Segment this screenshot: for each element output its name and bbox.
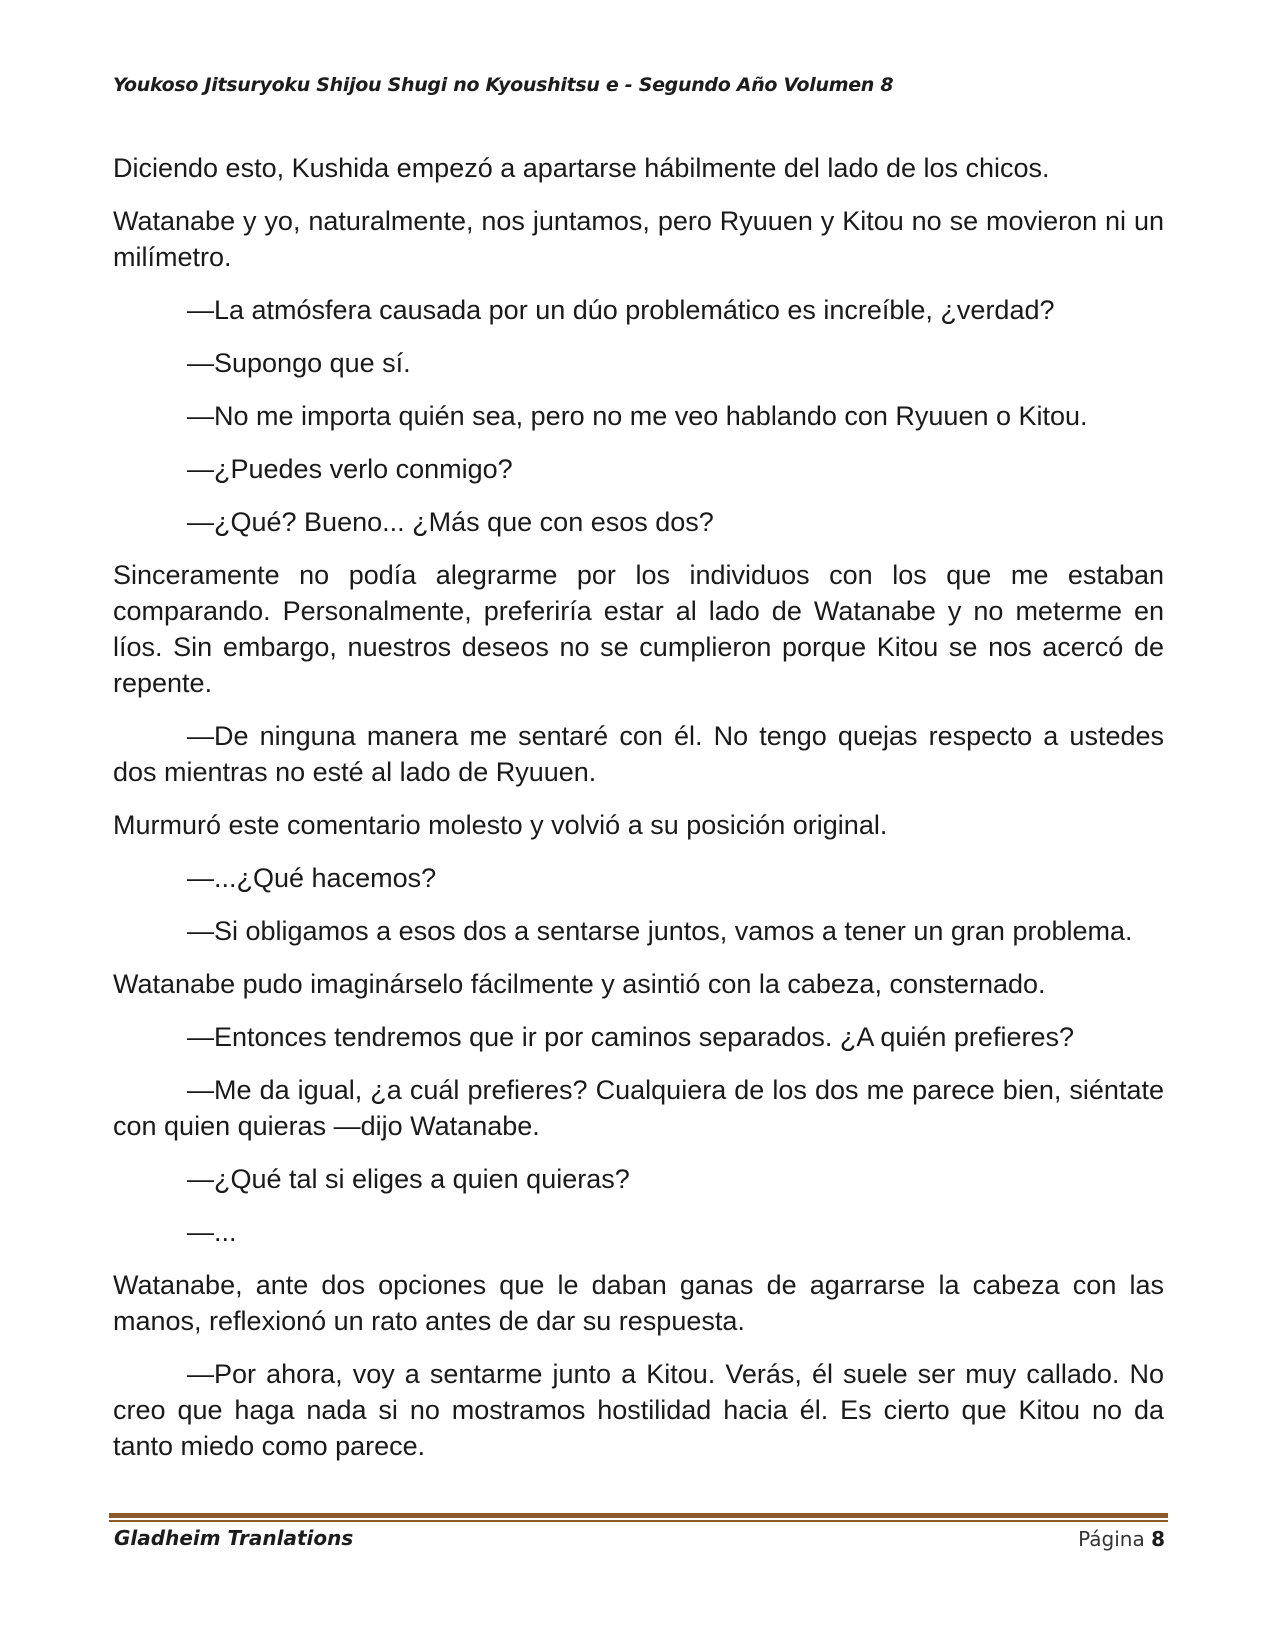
dialogue-line: —De ninguna manera me sentaré con él. No tengo quejas respecto a ustedes dos mientras no esté al lado de Ryuuen. bbox=[113, 721, 1164, 787]
dialogue-line: —... bbox=[187, 1217, 237, 1247]
dialogue-line: —No me importa quién sea, pero no me veo hablando con Ryuuen o Kitou. bbox=[187, 401, 1088, 431]
paragraph: Watanabe, ante dos opciones que le daban ganas de agarrarse la cabeza con las manos, reflexionó un rato antes de dar su respuesta. bbox=[113, 1270, 1164, 1336]
page-body bbox=[113, 150, 1164, 1481]
footer-credit: Gladheim Tranlations bbox=[114, 1526, 354, 1550]
dialogue-line: —¿Qué? Bueno... ¿Más que con esos dos? bbox=[187, 507, 714, 537]
dialogue-line: —Si obligamos a esos dos a sentarse juntos, vamos a tener un gran problema. bbox=[187, 916, 1133, 946]
paragraph: Murmuró este comentario molesto y volvió a su posición original. bbox=[113, 810, 888, 840]
dialogue-line: —Entonces tendremos que ir por caminos separados. ¿A quién prefieres? bbox=[187, 1022, 1074, 1052]
dialogue-line: —¿Puedes verlo conmigo? bbox=[187, 454, 513, 484]
footer-divider-thick bbox=[109, 1513, 1168, 1518]
paragraph: Diciendo esto, Kushida empezó a apartarse hábilmente del lado de los chicos. bbox=[113, 153, 1050, 183]
page-label: Página bbox=[1078, 1527, 1145, 1551]
dialogue-line: —La atmósfera causada por un dúo problemático es increíble, ¿verdad? bbox=[187, 295, 1055, 325]
page-number bbox=[1078, 1527, 1165, 1551]
dialogue-line: —¿Qué tal si eliges a quien quieras? bbox=[187, 1164, 630, 1194]
paragraph: Sinceramente no podía alegrarme por los individuos con los que me estaban comparando. Personalmente, preferiría estar al lado de Watanabe y no meterme en líos. Sin embargo, nuestros deseos no se cumplieron porque Kitou se nos acercó de repente. bbox=[113, 560, 1164, 698]
running-header: Youkoso Jitsuryoku Shijou Shugi no Kyoushitsu e - Segundo Año Volumen 8 bbox=[113, 74, 894, 96]
paragraph: Watanabe pudo imaginárselo fácilmente y asintió con la cabeza, consternado. bbox=[113, 969, 1046, 999]
dialogue-line: —...¿Qué hacemos? bbox=[187, 863, 437, 893]
footer-divider-thin bbox=[109, 1520, 1168, 1522]
page-number-value: 8 bbox=[1151, 1527, 1165, 1551]
paragraph: Watanabe y yo, naturalmente, nos juntamos, pero Ryuuen y Kitou no se movieron ni un milímetro. bbox=[113, 206, 1164, 272]
dialogue-line: —Por ahora, voy a sentarme junto a Kitou. Verás, él suele ser muy callado. No creo que haga nada si no mostramos hostilidad hacia él. Es cierto que Kitou no da tanto miedo como parece. bbox=[113, 1359, 1164, 1461]
dialogue-line: —Me da igual, ¿a cuál prefieres? Cualquiera de los dos me parece bien, siéntate con quien quieras —dijo Watanabe. bbox=[113, 1075, 1164, 1141]
dialogue-line: —Supongo que sí. bbox=[187, 348, 411, 378]
